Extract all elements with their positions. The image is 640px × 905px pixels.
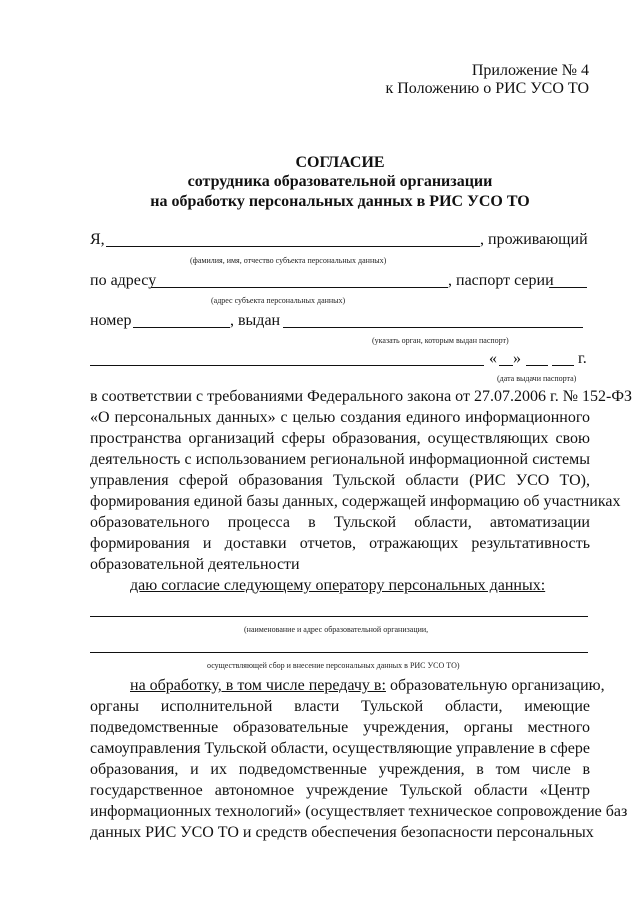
paragraph-line: деятельность с использованием региональной информационной системы [90, 451, 590, 468]
address-field[interactable] [151, 287, 448, 288]
full-name-field[interactable] [106, 246, 480, 247]
paragraph-line: подведомственные образовательные учреждения, органы местного [90, 719, 590, 736]
operator-name-field[interactable] [90, 616, 588, 617]
paragraph-line: образовательного процесса в Тульской области, автоматизации [90, 514, 590, 531]
paragraph-line: в соответствии с требованиями Федерального закона от 27.07.2006 г. № 152-ФЗ [90, 388, 632, 405]
number-label: номер [90, 312, 132, 329]
document-subtitle-2: на обработку персональных данных в РИС УСО ТО [150, 193, 530, 210]
issuer-field[interactable] [283, 327, 583, 328]
passport-number-field[interactable] [133, 327, 230, 328]
address-hint: (адрес субъекта персональных данных) [211, 296, 346, 305]
issued-label: , выдан [230, 312, 281, 329]
full-name-hint: (фамилия, имя, отчество субъекта персональных данных) [190, 256, 387, 265]
paragraph-line: данных РИС УСО ТО и средств обеспечения безопасности персональных [90, 824, 594, 841]
paragraph-line: формирования и доставки отчетов, отражающих результативность [90, 535, 590, 552]
ya-label: Я, [90, 231, 105, 248]
document-title: СОГЛАСИЕ [295, 154, 385, 171]
paragraph-line: образования, и их подведомственные учреждения, в том числе в [90, 761, 590, 778]
paragraph-line: органы исполнительной власти Тульской области, имеющие [90, 698, 590, 715]
paragraph-line: государственное автономное учреждение Тульской области «Центр [90, 782, 590, 799]
paragraph-line-text: «О персональных данных» с целью создания единого информационного [90, 409, 590, 426]
operator-hint-1: (наименование и адрес образовательной организации, [244, 625, 429, 634]
issuer-field-continued[interactable] [90, 365, 484, 366]
year-suffix: г. [578, 350, 587, 367]
processing-first-text: образовательную организацию, [385, 677, 605, 694]
processing-lead: на обработку, в том числе передачу в: [130, 677, 386, 694]
issuer-hint: (указать орган, которым выдан паспорт) [372, 336, 509, 345]
appendix-regulation: к Положению о РИС УСО ТО [385, 80, 589, 97]
issue-day-field[interactable] [499, 365, 513, 366]
address-label: по адресу [90, 272, 157, 289]
processing-line [130, 677, 605, 695]
paragraph-line [90, 409, 590, 427]
operator-hint-2: осуществляющей сбор и внесение персональных данных в РИС УСО ТО) [207, 661, 460, 670]
paragraph-line: управления сферой образования Тульской области (РИС УСО ТО), [90, 472, 590, 489]
residing-label: , проживающий [480, 231, 588, 248]
date-open-quote: « [489, 350, 497, 367]
issue-year-field[interactable] [552, 365, 574, 366]
passport-series-field[interactable] [549, 287, 587, 288]
paragraph-line: формирования единой базы данных, содержащей информацию об участниках [90, 493, 621, 510]
date-close-quote: » [513, 350, 521, 367]
operator-address-field[interactable] [90, 652, 588, 653]
paragraph-line: пространства организаций сферы образования, осуществляющих свою [90, 430, 590, 447]
appendix-number: Приложение № 4 [471, 62, 589, 79]
paragraph-line: информационных технологий» (осуществляет техническое сопровождение баз [90, 803, 628, 820]
passport-series-label: , паспорт серии [448, 272, 554, 289]
paragraph-line: образовательной деятельности [90, 556, 300, 573]
issue-date-hint: (дата выдачи паспорта) [497, 374, 577, 383]
document-subtitle: сотрудника образовательной организации [187, 173, 493, 190]
issue-month-field[interactable] [526, 365, 548, 366]
consent-statement: даю согласие следующему оператору персональных данных: [130, 577, 546, 594]
paragraph-line: самоуправления Тульской области, осуществляющие управление в сфере [90, 740, 590, 757]
